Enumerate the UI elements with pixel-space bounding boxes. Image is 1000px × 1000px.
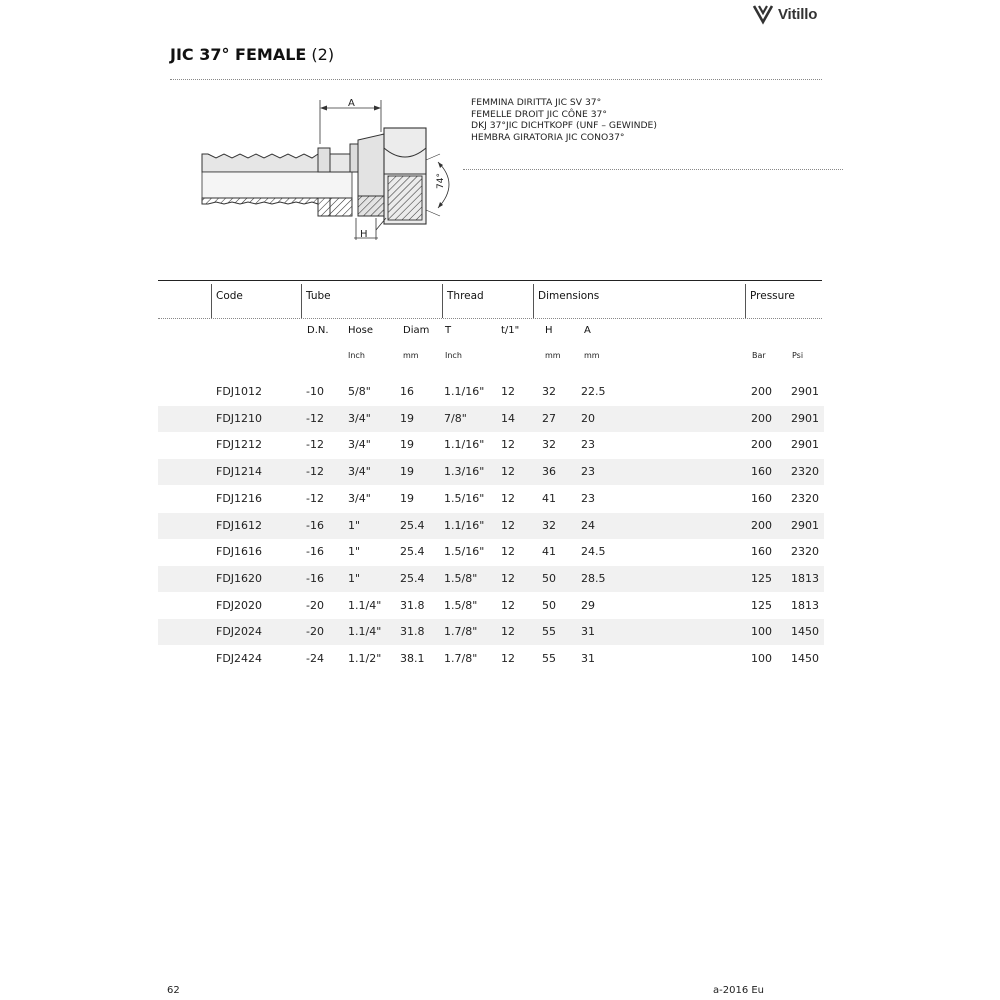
column-separator [533,284,534,318]
cell-psi: 1813 [791,571,819,585]
page-title-suffix: (2) [306,45,335,64]
cell-tpi: 12 [501,652,515,665]
angle-label: 74° [436,173,446,189]
cell-psi: 2901 [791,411,819,425]
unit-h: mm [545,351,561,360]
cell-h: 55 [542,652,556,665]
cell-psi: 1813 [791,598,819,612]
table-row [158,593,824,619]
cell-thread: 1.1/16" [444,518,485,532]
header-thread: Thread [447,290,484,302]
cell-hose: 1" [348,545,361,559]
cell-code: FDJ2020 [216,598,263,612]
product-description [471,97,657,143]
cell-bar: 200 [751,411,772,425]
cell-code: FDJ1210 [216,411,263,425]
cell-tpi: 12 [501,598,515,612]
brand-logo [752,2,817,26]
unit-diam: mm [403,351,419,360]
unit-a: mm [584,351,600,360]
brand-name: Vitillo [778,5,818,23]
cell-hose: 3/4" [348,465,371,479]
unit-psi: Psi [792,351,804,360]
cell-a: 23 [581,491,595,505]
description-line: DKJ 37°JIC DICHTKOPF (UNF – GEWINDE) [471,120,657,131]
cell-h: 27 [542,411,556,425]
cell-thread: 1.5/16" [444,491,485,505]
cell-diam: 31.8 [400,598,425,612]
cell-code: FDJ2424 [216,652,263,665]
cell-diam: 16 [400,385,414,398]
cell-thread: 1.7/8" [444,625,478,639]
cell-code: FDJ1214 [216,465,263,479]
cell-tpi: 12 [501,491,515,505]
table-row [158,513,824,539]
cell-bar: 160 [751,465,772,479]
column-separator [301,284,302,318]
page-number: 62 [167,985,180,996]
unit-hose: Inch [348,351,365,360]
cell-diam: 19 [400,465,414,479]
cell-psi: 2320 [791,545,819,559]
cell-code: FDJ1616 [216,545,263,559]
cell-dn: -20 [306,625,324,639]
table-row [158,459,824,485]
column-separator [442,284,443,318]
cell-psi: 2901 [791,438,819,452]
unit-bar: Bar [752,351,766,360]
edition-label: a-2016 Eu [713,985,765,996]
cell-thread: 1.3/16" [444,465,485,479]
cell-a: 23 [581,465,595,479]
page-title [170,45,334,64]
subheader-t: T [445,325,452,336]
cell-hose: 3/4" [348,491,371,505]
cell-diam: 19 [400,438,414,452]
cell-code: FDJ2024 [216,625,263,639]
cell-diam: 38.1 [400,652,425,665]
cell-hose: 3/4" [348,438,371,452]
vitillo-chevron-logo-icon [752,3,774,25]
cell-diam: 31.8 [400,625,425,639]
cell-bar: 160 [751,491,772,505]
table-row [158,539,824,565]
cell-bar: 200 [751,438,772,452]
cell-psi: 2901 [791,518,819,532]
column-separator [211,284,212,318]
cell-tpi: 14 [501,411,515,425]
table-row [158,379,824,405]
cell-hose: 1" [348,518,361,532]
subheader-diam: Diam [403,325,430,336]
cell-a: 31 [581,652,595,665]
page-title-main: JIC 37° FEMALE [170,45,307,64]
cell-thread: 1.5/16" [444,545,485,559]
cell-a: 24.5 [581,545,606,559]
cell-psi: 1450 [791,625,819,639]
header-tube: Tube [306,290,331,302]
cell-a: 31 [581,625,595,639]
table-row [158,406,824,432]
title-divider [170,79,822,80]
description-line: FEMMINA DIRITTA JIC SV 37° [471,97,602,108]
cell-h: 32 [542,518,556,532]
cell-a: 24 [581,518,595,532]
cell-h: 32 [542,385,556,398]
cell-psi: 1450 [791,652,819,665]
cell-h: 50 [542,598,556,612]
cell-code: FDJ1612 [216,518,263,532]
cell-diam: 19 [400,411,414,425]
cell-h: 41 [542,545,556,559]
cell-tpi: 12 [501,385,515,398]
cell-thread: 1.1/16" [444,438,485,452]
cell-dn: -24 [306,652,324,665]
header-code: Code [216,290,243,302]
cell-diam: 25.4 [400,571,425,585]
cell-dn: -12 [306,438,324,452]
unit-t: Inch [445,351,462,360]
cell-code: FDJ1012 [216,385,263,398]
table-row [158,432,824,458]
cell-bar: 125 [751,571,772,585]
table-row [158,566,824,592]
cell-hose: 1.1/4" [348,598,382,612]
cell-hose: 1" [348,571,361,585]
cell-tpi: 12 [501,518,515,532]
cell-psi: 2320 [791,465,819,479]
subheader-a: A [584,325,591,336]
cell-psi: 2320 [791,491,819,505]
fitting-drawing [190,92,460,252]
cell-bar: 200 [751,385,772,398]
table-row [158,486,824,512]
header-dimensions: Dimensions [538,290,600,302]
cell-code: FDJ1620 [216,571,263,585]
cell-h: 32 [542,438,556,452]
cell-bar: 100 [751,652,772,665]
cell-dn: -12 [306,465,324,479]
description-line: HEMBRA GIRATORIA JIC CONO37° [471,131,625,143]
cell-bar: 125 [751,598,772,612]
cell-tpi: 12 [501,465,515,479]
cell-h: 36 [542,465,556,479]
description-divider [463,169,843,170]
table-row [158,619,824,645]
header-divider [158,318,822,319]
cell-dn: -10 [306,385,324,398]
table-top-rule [158,280,822,281]
subheader-tpi: t/1" [501,325,520,336]
cell-bar: 160 [751,545,772,559]
cell-h: 55 [542,625,556,639]
cell-a: 28.5 [581,571,606,585]
cell-dn: -12 [306,411,324,425]
cell-a: 29 [581,598,595,612]
cell-tpi: 12 [501,545,515,559]
cell-tpi: 12 [501,438,515,452]
cell-a: 23 [581,438,595,452]
cell-h: 41 [542,491,556,505]
cell-hose: 3/4" [348,411,371,425]
cell-hose: 1.1/2" [348,652,382,665]
cell-psi: 2901 [791,385,819,398]
column-separator [745,284,746,318]
cell-dn: -16 [306,545,324,559]
description-line: FEMELLE DROIT JIC CÔNE 37° [471,108,608,120]
cell-tpi: 12 [501,571,515,585]
cell-dn: -16 [306,518,324,532]
cell-thread: 1.5/8" [444,571,478,585]
table-row [158,646,824,672]
cell-dn: -16 [306,571,324,585]
cell-dn: -12 [306,491,324,505]
cell-diam: 25.4 [400,518,425,532]
cell-bar: 100 [751,625,772,639]
subheader-dn: D.N. [307,325,329,336]
subheader-hose: Hose [348,325,373,336]
cell-dn: -20 [306,598,324,612]
cell-code: FDJ1212 [216,438,263,452]
dimension-a-label: A [348,98,355,109]
cell-hose: 1.1/4" [348,625,382,639]
cell-thread: 7/8" [444,411,467,425]
cell-hose: 5/8" [348,385,371,398]
cell-thread: 1.1/16" [444,385,485,398]
header-pressure: Pressure [750,290,795,302]
dimension-h-label: H [360,229,368,240]
cell-bar: 200 [751,518,772,532]
cell-h: 50 [542,571,556,585]
cell-thread: 1.5/8" [444,598,478,612]
subheader-h: H [545,325,553,336]
cell-a: 22.5 [581,385,606,398]
cell-tpi: 12 [501,625,515,639]
cell-a: 20 [581,411,595,425]
cell-thread: 1.7/8" [444,652,478,665]
cell-code: FDJ1216 [216,491,263,505]
cell-diam: 19 [400,491,414,505]
cell-diam: 25.4 [400,545,425,559]
